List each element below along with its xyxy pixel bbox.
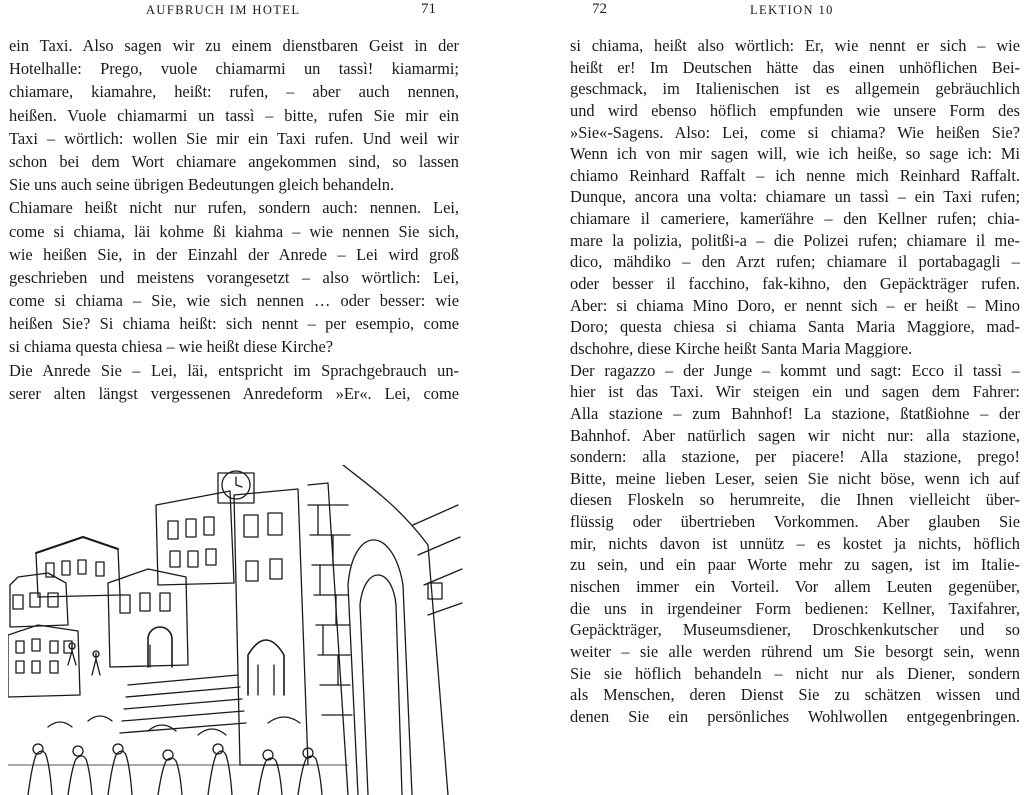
text-line: schon bei dem Wort chiamare angekommen sind, so lassen [9,151,459,171]
text-line: si chiama questa chiesa – wie heißt diese Kirche? [9,337,334,357]
text-line: Die Anrede Sie – Lei, läi, entspricht im Sprachgebrauch un- [9,360,459,380]
right-body-text [570,35,1020,728]
text-line: ein Taxi. Also sagen wir zu einem dienstbaren Geist in der [9,36,459,55]
text-line: mare la polizia, politßi-a – die Polizei rufen; chiamare il me- [570,230,1020,250]
text-line: Dunque, ancora una volta: chiamare un tassì – ein Taxi rufen; [570,187,1020,207]
text-line: oder besser il facchino, fak-kihno, den Gepäckträger rufen. [570,274,1020,294]
text-line: Doro; questa chiesa si chiama Santa Maria Maggiore, mad- [570,317,1020,337]
text-line: Der ragazzo – der Junge – kommt und sagt: Ecco il tassì – [570,360,1020,380]
left-page [0,0,470,795]
text-line: diesen Floskeln so herumreite, die Ihnen vielleicht über- [570,490,1020,510]
text-line: denen Sie ein persönliches Wohlwollen entgegenbringen. [570,706,1020,726]
text-line: Wenn ich von mir sagen will, wie ich heiße, so sage ich: Mi [570,144,1020,164]
text-line: geschmack, im Italienischen ist es allgemein gebräuchlich [570,79,1020,99]
text-line: Bitte, meine lieben Leser, seien Sie nicht böse, wenn ich auf [570,468,1020,488]
text-line: come si chiama – Sie, wie sich nennen … oder besser: wie [9,291,459,311]
text-line: weiter – sie alle werden rührend um Sie besorgt sein, wenn [570,641,1020,661]
text-line: come si chiama, läi kohme ßi kiahma – wie nennen Sie sich, [9,221,459,241]
text-line: chiamare, kiamahre, heißt: rufen, – aber auch nennen, [9,82,459,102]
text-line: chiamare il cameriere, kamerïähre – den Kellner rufen; chia- [570,209,1020,229]
right-running-head: LEKTION 10 [750,3,834,17]
text-line: mir, nichts davon ist unnütz – es kostet ja nichts, höflich [570,533,1020,553]
text-line: und wird ebenso höflich empfunden wie unsere Form des [570,100,1020,120]
text-line: Alla stazione – zum Bahnhof! La stazione, ßtatßiohne – der [570,403,1020,423]
text-line: Aber: si chiama Mino Doro, er nennt sich – er heißt – Mino [570,295,1020,315]
text-line: wie heißen Sie, in der Einzahl der Anrede – Lei wird groß [9,244,459,264]
left-running-head: AUFBRUCH IM HOTEL [146,3,301,17]
text-line: Hotelhalle: Prego, vuole chiamarmi un tassì! kiamarmi; [9,59,459,79]
text-line: Gepäckträger, Museumsdiener, Droschkenkutscher und so [570,620,1020,640]
text-line: nischen immer ein Vorteil. Vor allem Leuten gegenüber, [570,577,1020,597]
right-page-number: 72 [592,1,607,17]
text-line: heißt er! Im Deutschen hätte das einen unhöflichen Bei- [570,57,1020,77]
text-line: serer alten längst vergessenen Anredeform »Er«. Lei, come [9,383,459,403]
left-body-text [9,34,459,405]
text-line: Chiamare heißt nicht nur rufen, sondern auch: nennen. Lei, [9,198,459,218]
text-line: dico, mähdiko – den Arzt rufen; chiamare il portabagagli – [570,252,1020,272]
text-line: dschohre, diese Kirche heißt Santa Maria Maggiore. [570,338,913,358]
text-line: hier ist das Taxi. Wir steigen ein und sagen dem Fahrer: [570,382,1020,402]
text-line: Taxi – wörtlich: wollen Sie mir ein Taxi rufen. Und weil wir [9,128,459,148]
text-line: flüssig oder übertrieben Vorkommen. Aber glauben Sie [570,512,1020,532]
text-line: sondern: alla stazione, per piacere! Alla stazione, prego! [570,447,1020,467]
town-street-illustration [8,465,463,795]
text-line: geschrieben und meistens vorangesetzt – also wörtlich: Lei, [9,267,459,287]
text-line: heißen. Vuole chiamarmi un tassì – bitte, rufen Sie mir ein [9,105,459,125]
text-line: heißen Sie? Si chiama heißt: sich nennt – per esempio, come [9,314,459,334]
text-line: Sie uns auch seine übrigen Bedeutungen gleich behandeln. [9,175,395,195]
right-page [563,0,1024,795]
text-line: zu sein, und ein paar Worte mehr zu sagen, ist im Italie- [570,555,1020,575]
text-line: Sie sie höflich behandeln – nicht nur als Diener, sondern [570,663,1020,683]
text-line: si chiama, heißt also wörtlich: Er, wie nennt er sich – wie [570,36,1020,55]
text-line: chiamo Reinhard Raffalt – ich nenne mich Reinhard Raffalt. [570,165,1020,185]
text-line: »Sie«-Sagens. Also: Lei, come si chiama? Wie heißen Sie? [570,122,1020,142]
text-line: die uns in irgendeiner Form bedienen: Kellner, Taxifahrer, [570,598,1020,618]
text-line: Bahnhof. Aber natürlich sagen wir nicht nur: alla stazione, [570,425,1020,445]
left-page-number: 71 [421,1,436,17]
text-line: als Menschen, deren Dienst Sie zu schätzen wissen und [570,685,1020,705]
